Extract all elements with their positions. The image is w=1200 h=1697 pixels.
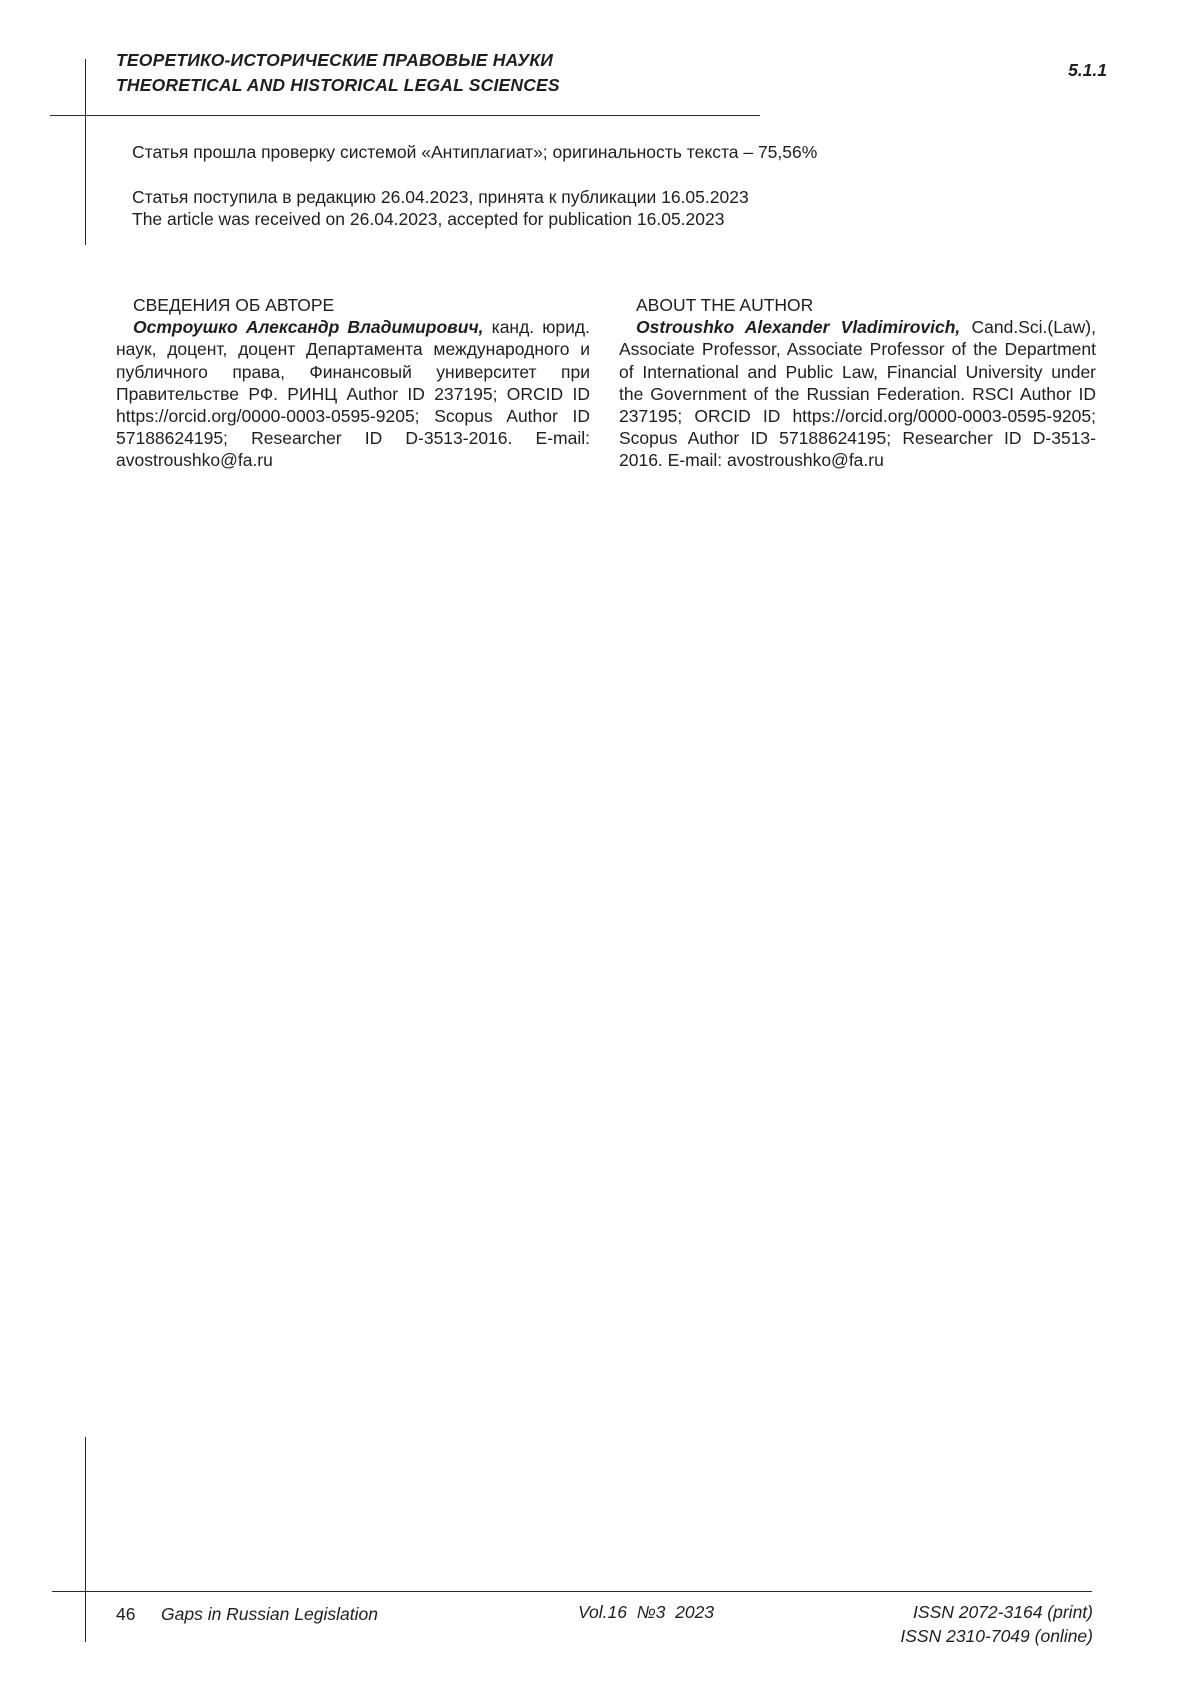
header-title-en: THEORETICAL AND HISTORICAL LEGAL SCIENCES (116, 75, 560, 95)
author-name-ru: Остроушко Александр Владимирович, (133, 317, 484, 338)
author-details-ru: канд. юрид. наук, доцент, доцент Департамента международного и публичного права, Финансовый университет при Правительстве РФ. РИНЦ Author ID 237195; ORCID ID https://orcid.org/0000-0003-0595-9205; Scopus Author ID 57188624195; Researcher ID D-3513-2016. E-mail: avostroushko@fa.ru (116, 317, 590, 471)
page-number: 46 (116, 1604, 136, 1624)
received-note-en: The article was received on 26.04.2023, accepted for publication 16.05.2023 (132, 209, 725, 229)
author-info-ru (116, 294, 590, 472)
issn-online: ISSN 2310-7049 (online) (900, 1626, 1093, 1646)
section-code: 5.1.1 (1068, 60, 1107, 80)
author-body-ru (116, 316, 590, 471)
author-heading-ru: СВЕДЕНИЯ ОБ АВТОРЕ (133, 295, 335, 315)
author-details-en: Cand.Sci.(Law), Associate Professor, Associate Professor of the Department of International and Public Law, Financial University under the Government of the Russian Federation. RSCI Author ID 237195; ORCID ID https://orcid.org/0000-0003-0595-9205; Scopus Author ID 57188624195; Researcher ID D-3513-2016. E-mail: avostroushko@fa.ru (619, 317, 1096, 471)
journal-name: Gaps in Russian Legislation (161, 1604, 378, 1624)
footer-vertical-rule (85, 1437, 86, 1642)
received-note-ru: Статья поступила в редакцию 26.04.2023, принята к публикации 16.05.2023 (132, 187, 749, 207)
header-title-ru: ТЕОРЕТИКО-ИСТОРИЧЕСКИЕ ПРАВОВЫЕ НАУКИ (116, 50, 554, 70)
footer-horizontal-rule (52, 1591, 1092, 1592)
volume-info: Vol.16 №3 2023 (578, 1602, 715, 1622)
author-name-en: Ostroushko Alexander Vladimirovich, (636, 317, 961, 338)
antiplagiat-note: Статья прошла проверку системой «Антиплагиат»; оригинальность текста – 75,56% (132, 142, 818, 162)
author-heading-en: ABOUT THE AUTHOR (636, 295, 814, 315)
header-horizontal-rule (50, 115, 760, 116)
author-info-en (619, 294, 1096, 472)
header-vertical-rule (85, 59, 86, 245)
author-body-en (619, 316, 1096, 471)
issn-print: ISSN 2072-3164 (print) (913, 1602, 1093, 1622)
